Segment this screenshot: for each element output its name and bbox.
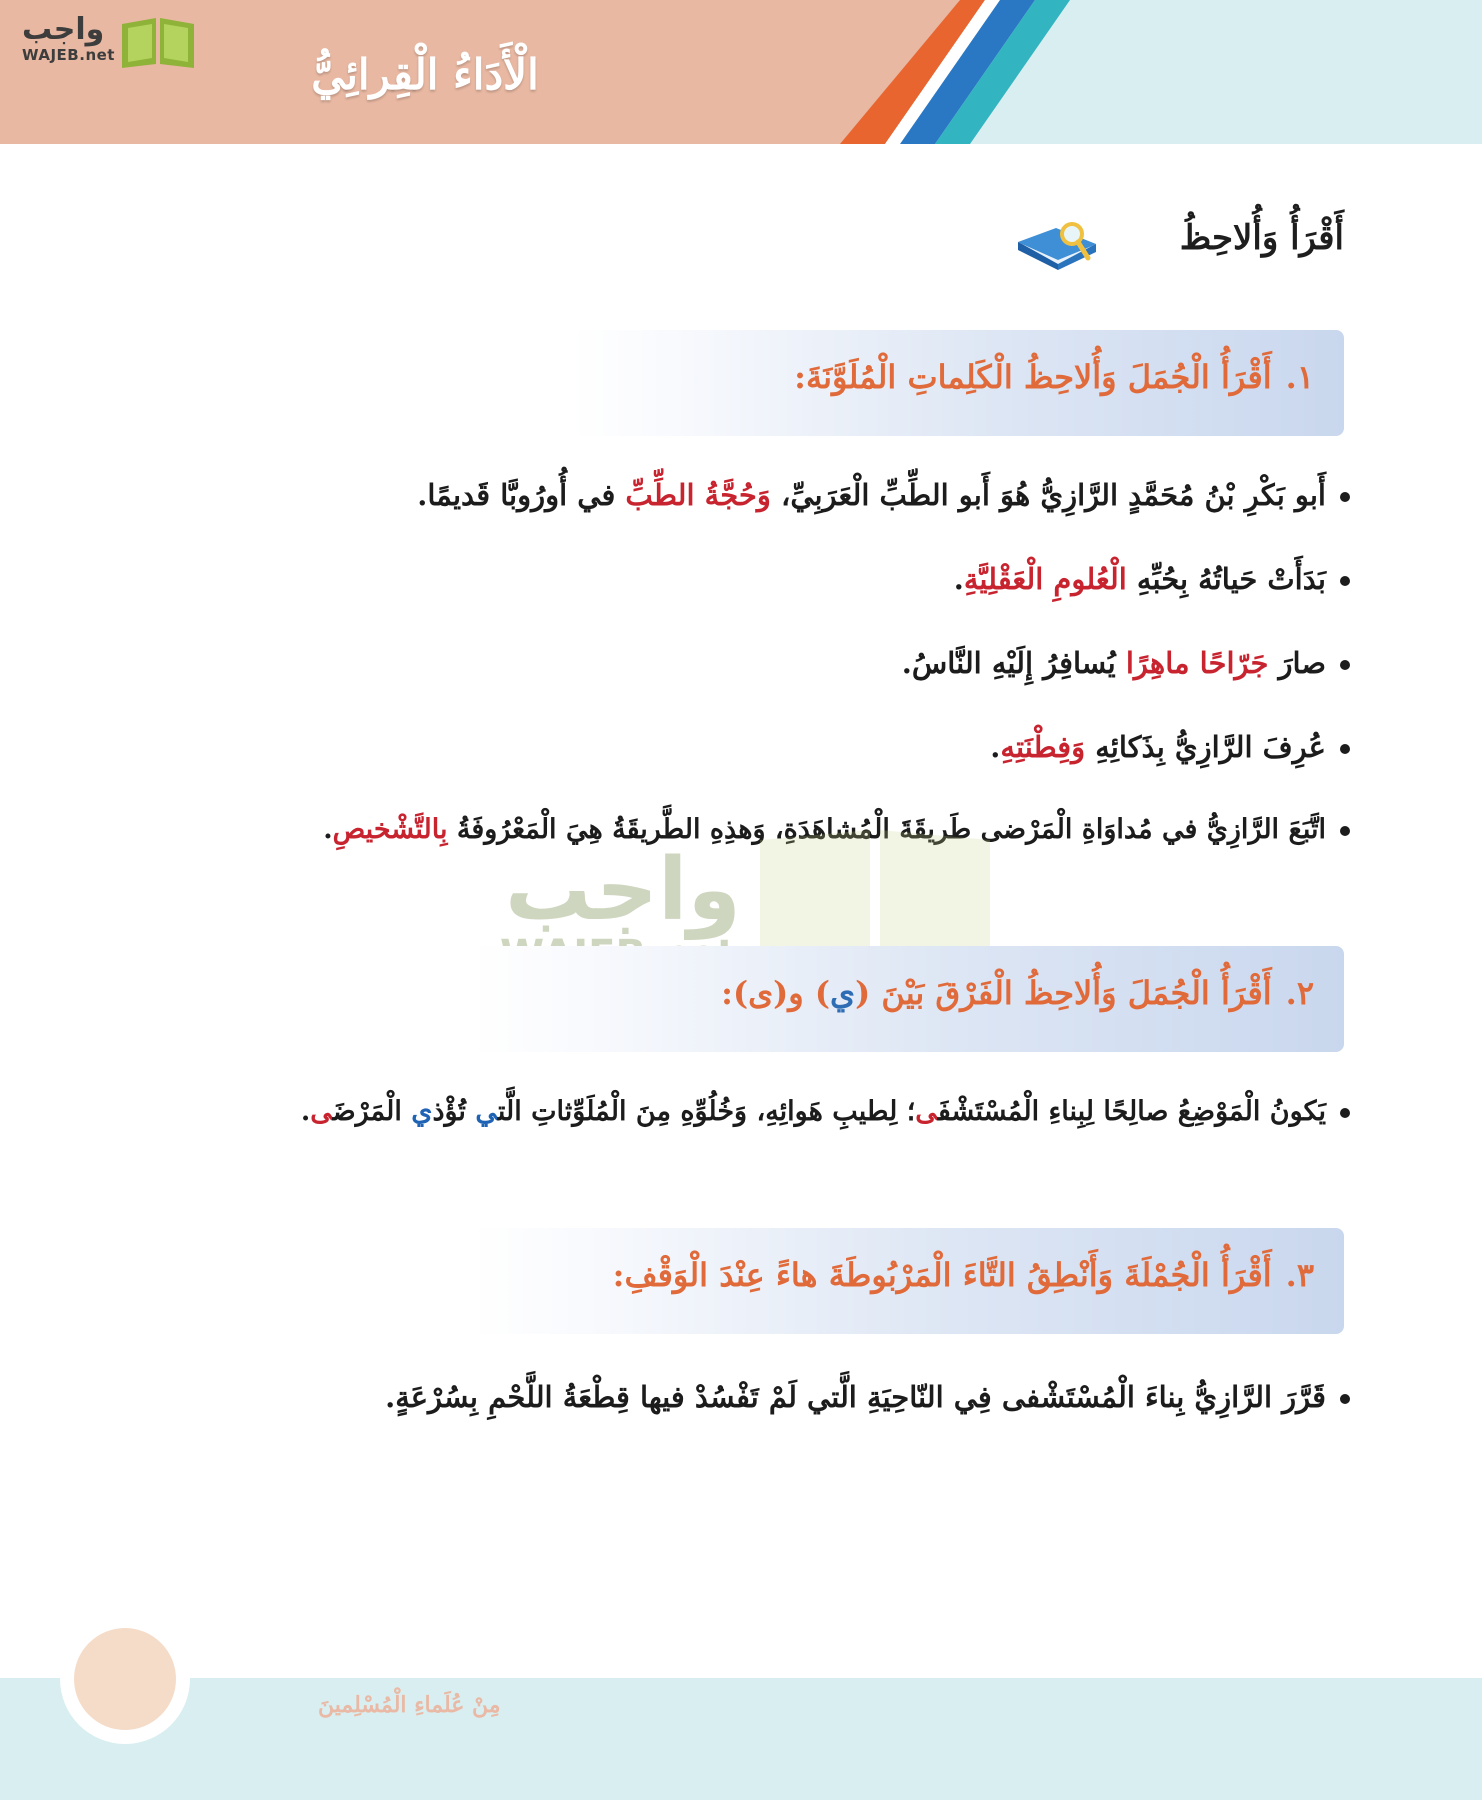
exercise-title-text: ) و(ى): (721, 974, 831, 1012)
list-item (385, 1380, 1350, 1414)
sentence-text: الْمَرْضَ (332, 1096, 412, 1127)
exercise-3-title (613, 1256, 1314, 1294)
highlighted-words: وَحُجَّةُ الطِّبِّ (625, 478, 771, 512)
exercise-title-text: أَقْرَأُ الْجُمَلَ وَأُلاحِظُ الْكَلِماتِ الْمُلَوَّنَةَ: (794, 358, 1272, 396)
exercise-title-text: أَقْرَأُ الْجُمْلَةَ وَأَنْطِقُ التَّاءَ الْمَرْبُوطَةَ هاءً عِنْدَ الْوَقْفِ: (612, 1256, 1272, 1294)
bullet-dot (1340, 576, 1350, 586)
highlighted-words: بِالتَّشْخيصِ (332, 814, 448, 845)
sentence-text: . (323, 814, 333, 845)
bullet-dot (1340, 660, 1350, 670)
sentence-text: . (300, 1096, 311, 1127)
footer-emblem-icon (74, 1628, 176, 1730)
exercise-1-title (794, 358, 1314, 396)
bullet-dot (1340, 826, 1350, 836)
highlighted-words: جَرّاحًا ماهِرًا (1125, 646, 1269, 680)
page-footer (0, 1678, 1482, 1800)
sentence-text: بَدَأَتْ حَياتُهُ بِحُبِّهِ (1126, 562, 1326, 596)
highlighted-letter: ي (830, 974, 856, 1012)
highlighted-letter: ى (310, 1096, 333, 1127)
exercise-title-text: أَقْرَأُ الْجُمَلَ وَأُلاحِظُ الْفَرْقَ بَيْنَ ( (855, 974, 1272, 1012)
list-item (902, 646, 1350, 680)
highlighted-words: وَفِطْنَتِهِ (1000, 730, 1086, 764)
bullet-dot (1340, 1394, 1350, 1404)
sentence-text: أَبو بَكْرِ بْنُ مُحَمَّدٍ الرَّازِيُّ هُوَ أَبو الطِّبِّ الْعَرَبِيِّ، (770, 478, 1326, 512)
sentence-text: عُرِفَ الرَّازِيُّ بِذَكائِهِ (1085, 730, 1326, 764)
list-item (417, 478, 1350, 512)
logo-subtext: WAJEB.net (22, 46, 115, 64)
logo-book-icon (118, 14, 198, 70)
sentence-text: ؛ لِطيبِ هَوائِهِ، وَخُلُوِّهِ مِنَ الْمُلَوِّثاتِ الَّت (497, 1096, 916, 1127)
sentence-text: يَكونُ الْمَوْضِعُ صالِحًا لِبِناءِ الْمُسْتَشْفَ (937, 1096, 1326, 1127)
bullet-dot (1340, 1108, 1350, 1118)
highlighted-letter: ى (915, 1096, 938, 1127)
sentence-text: يُسافِرُ إِلَيْهِ النَّاسُ. (901, 646, 1126, 680)
logo-text: واجب (22, 12, 105, 47)
exercise-number: ٢. (1285, 974, 1314, 1012)
exercise-2-title (721, 974, 1314, 1012)
sentence-text: اتَّبَعَ الرَّازِيُّ في مُداوَاةِ الْمَرْضى طَريقَةَ الْمُشاهَدَةِ، وَهذِهِ الطَّريقَةُ هِيَ الْمَعْرُوفَةُ (447, 814, 1326, 845)
sentence-text: صارَ (1268, 646, 1326, 680)
exercise-2-banner (472, 946, 1344, 1052)
header-band (0, 0, 1482, 144)
exercise-1-banner (572, 330, 1344, 436)
list-item (990, 730, 1350, 764)
sentence-text: تُؤْذ (432, 1096, 476, 1127)
bullet-dot (1340, 492, 1350, 502)
exercise-number: ٣. (1285, 1256, 1314, 1294)
exercise-number: ١. (1285, 358, 1314, 396)
highlighted-words: الْعُلومِ الْعَقْلِيَّةِ (963, 562, 1127, 596)
exercise-3-banner (472, 1228, 1344, 1334)
sentence-text: قَرَّرَ الرَّازِيُّ بِناءَ الْمُسْتَشْفى فِي النّاحِيَةِ الَّتي لَمْ تَفْسُدْ فيها قِطْعَةُ اللَّحْمِ بِسُرْعَةٍ. (385, 1380, 1326, 1414)
sentence-text: . (990, 730, 1001, 764)
sentence-text: في أُورُوبَّا قَديمًا. (417, 478, 626, 512)
page-title: الْأَدَاءُ الْقِرائِيُّ (311, 50, 539, 99)
highlighted-letter: ي (411, 1096, 433, 1127)
sentence-text: . (953, 562, 964, 596)
footer-unit-title: مِنْ عُلَماءِ الْمُسْلِمينَ (318, 1692, 501, 1718)
section-heading: أَقْرَأُ وَأُلاحِظُ (1179, 218, 1344, 258)
page-header (0, 0, 1482, 144)
bullet-dot (1340, 744, 1350, 754)
list-item (954, 562, 1350, 596)
book-magnifier-icon (1012, 218, 1102, 278)
list-item (301, 1096, 1350, 1127)
highlighted-letter: ي (475, 1096, 498, 1127)
wajeb-logo[interactable] (10, 6, 190, 66)
watermark-text: واجب (505, 840, 741, 940)
